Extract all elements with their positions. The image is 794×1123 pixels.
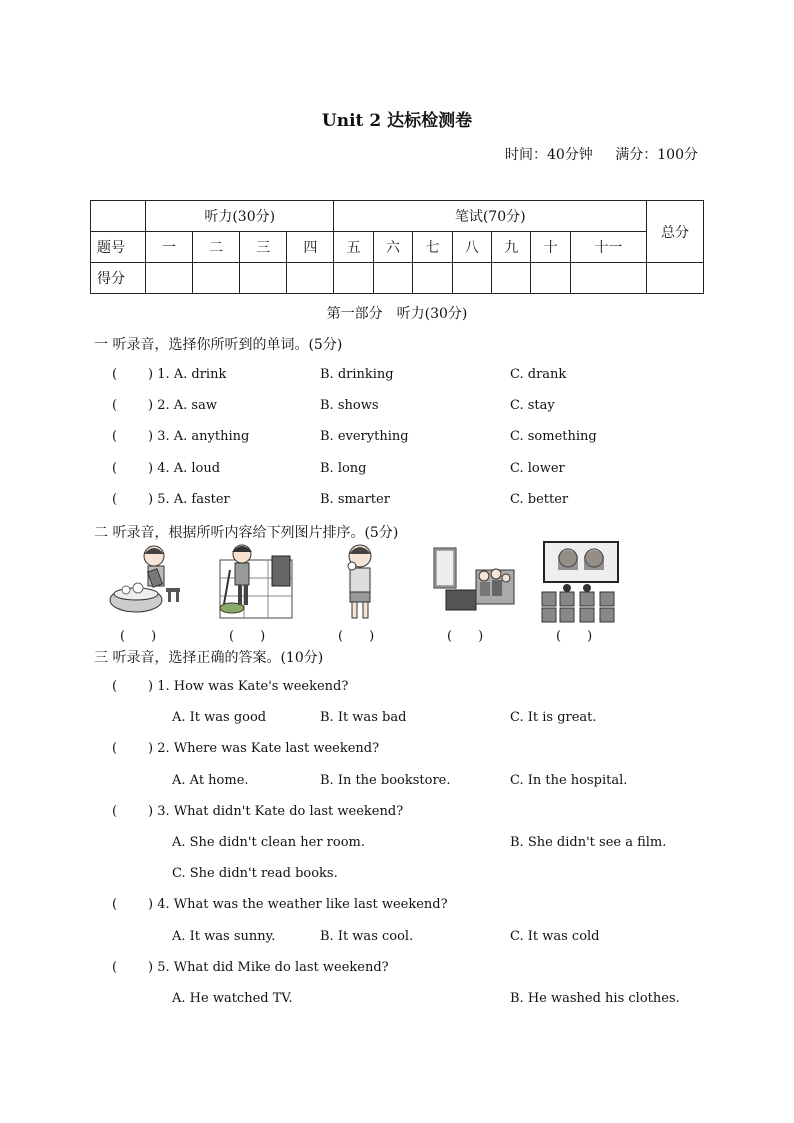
answer-bracket[interactable]: ( [112, 679, 118, 694]
answer-bracket[interactable]: ( [112, 461, 118, 476]
num-cell: 九 [492, 232, 531, 263]
listening-header: 听力(30分) [146, 201, 334, 232]
picture-order-bracket[interactable]: ( ) [229, 629, 266, 644]
num-cell: 三 [240, 232, 287, 263]
s3-q2-c: C. In the hospital. [510, 773, 628, 788]
s3-q5-a: A. He watched TV. [172, 991, 293, 1006]
exam-meta [487, 144, 698, 164]
time-limit: 时间：40分钟 [504, 147, 593, 163]
s1-q3: ) 3. A. anything [148, 429, 250, 444]
cleaning-room-picture [210, 540, 296, 624]
section3-heading: 三 听录音，选择正确的答案。(10分) [94, 650, 324, 666]
row-label: 题号 [91, 232, 146, 263]
s1-q3-b: B. everything [320, 429, 409, 444]
s3-q2: ) 2. Where was Kate last weekend? [148, 741, 380, 756]
part-heading: 第一部分 听力(30分) [326, 306, 468, 322]
s3-q5: ) 5. What did Mike do last weekend? [148, 960, 389, 975]
s3-q4-b: B. It was cool. [320, 929, 414, 944]
answer-bracket[interactable]: ( [112, 804, 118, 819]
s1-q4-c: C. lower [510, 461, 565, 476]
s1-q4: ) 4. A. loud [148, 461, 221, 476]
s3-q2-b: B. In the bookstore. [320, 773, 451, 788]
num-cell: 四 [287, 232, 334, 263]
s1-q1-b: B. drinking [320, 367, 394, 382]
num-cell: 十一 [570, 232, 646, 263]
s1-q1: ) 1. A. drink [148, 367, 227, 382]
s3-q1-b: B. It was bad [320, 710, 407, 725]
num-cell: 六 [373, 232, 412, 263]
total-header: 总分 [647, 201, 704, 263]
num-cell: 五 [334, 232, 373, 263]
s1-q2-b: B. shows [320, 398, 379, 413]
answer-bracket[interactable]: ( [112, 897, 118, 912]
answer-bracket[interactable]: ( [112, 429, 118, 444]
s1-q3-c: C. something [510, 429, 597, 444]
score-cell[interactable] [373, 263, 412, 294]
s1-q5-b: B. smarter [320, 492, 390, 507]
s3-q1-c: C. It is great. [510, 710, 597, 725]
s1-q4-b: B. long [320, 461, 367, 476]
score-cell[interactable] [492, 263, 531, 294]
picture-order-bracket[interactable]: ( ) [120, 629, 157, 644]
score-table [90, 200, 704, 294]
s3-q2-a: A. At home. [172, 773, 249, 788]
score-label: 得分 [91, 263, 146, 294]
score-cell[interactable] [146, 263, 193, 294]
s3-q4-c: C. It was cold [510, 929, 600, 944]
washing-clothes-picture [106, 540, 186, 624]
s1-q2-c: C. stay [510, 398, 555, 413]
section1-heading: 一 听录音，选择你所听到的单词。(5分) [94, 337, 343, 353]
score-cell[interactable] [240, 263, 287, 294]
score-cell[interactable] [647, 263, 704, 294]
num-cell: 七 [413, 232, 452, 263]
answer-bracket[interactable]: ( [112, 398, 118, 413]
s3-q3-a: A. She didn't clean her room. [172, 835, 365, 850]
answer-bracket[interactable]: ( [112, 741, 118, 756]
picture-strip [100, 540, 640, 626]
s3-q5-b: B. He washed his clothes. [510, 991, 680, 1006]
s1-q5-c: C. better [510, 492, 569, 507]
picture-order-bracket[interactable]: ( ) [338, 629, 375, 644]
s1-q5: ) 5. A. faster [148, 492, 230, 507]
num-cell: 一 [146, 232, 193, 263]
score-cell[interactable] [570, 263, 646, 294]
score-cell[interactable] [287, 263, 334, 294]
s3-q1: ) 1. How was Kate's weekend? [148, 679, 349, 694]
answer-bracket[interactable]: ( [112, 492, 118, 507]
s1-q1-c: C. drank [510, 367, 567, 382]
picture-order-bracket[interactable]: ( ) [556, 629, 593, 644]
answer-bracket[interactable]: ( [112, 960, 118, 975]
s3-q1-a: A. It was good [172, 710, 267, 725]
score-cell[interactable] [334, 263, 373, 294]
score-cell[interactable] [413, 263, 452, 294]
writing-header: 笔试(70分) [334, 201, 647, 232]
score-cell[interactable] [531, 263, 570, 294]
num-cell: 十 [531, 232, 570, 263]
s3-q4: ) 4. What was the weather like last weekend? [148, 897, 448, 912]
num-cell: 八 [452, 232, 491, 263]
answer-bracket[interactable]: ( [112, 367, 118, 382]
living-room-picture [432, 540, 516, 624]
full-score: 满分：100分 [615, 147, 698, 163]
s1-q2: ) 2. A. saw [148, 398, 217, 413]
picture-order-bracket[interactable]: ( ) [447, 629, 484, 644]
boy-eating-picture [330, 540, 390, 624]
s3-q3-b: B. She didn't see a film. [510, 835, 667, 850]
score-cell[interactable] [193, 263, 240, 294]
page-title: Unit 2 达标检测卷 [321, 111, 473, 131]
score-cell[interactable] [452, 263, 491, 294]
cinema-picture [540, 540, 620, 624]
s3-q3-c: C. She didn't read books. [172, 866, 338, 881]
corner-cell [91, 201, 146, 232]
num-cell: 二 [193, 232, 240, 263]
s3-q4-a: A. It was sunny. [172, 929, 276, 944]
s3-q3: ) 3. What didn't Kate do last weekend? [148, 804, 404, 819]
section2-heading: 二 听录音，根据所听内容给下列图片排序。(5分) [94, 525, 399, 541]
